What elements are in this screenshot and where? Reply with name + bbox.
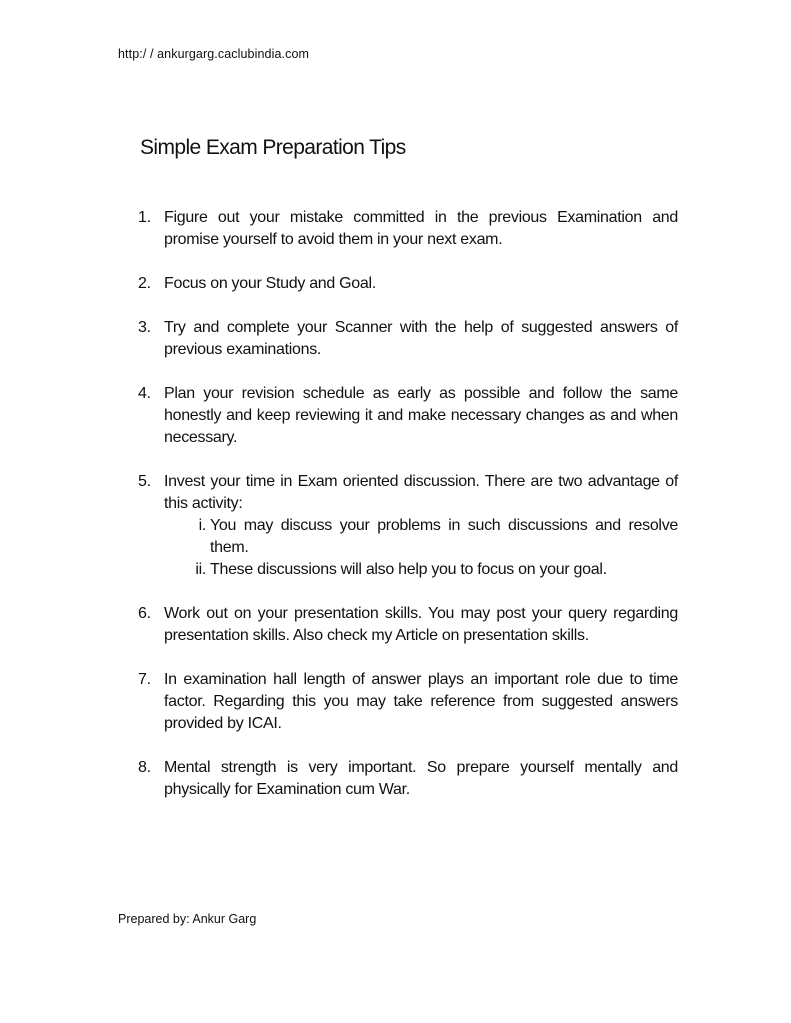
subitem-number: ii. [195, 561, 206, 578]
item-number: 8. [138, 759, 151, 776]
item-text: Figure out your mistake committed in the previous Examination and promise yourself to avoid them in your next exam. [164, 209, 678, 248]
list-item [138, 669, 678, 735]
item-text: Invest your time in Exam oriented discussion. There are two advantage of this activity: [164, 473, 678, 512]
subitem-number: i. [198, 517, 206, 534]
item-number: 5. [138, 473, 151, 490]
list-item [138, 603, 678, 647]
page-title: Simple Exam Preparation Tips [140, 136, 406, 159]
list-item [138, 383, 678, 449]
sub-list-item [164, 559, 678, 581]
item-number: 3. [138, 319, 151, 336]
item-text: Mental strength is very important. So prepare yourself mentally and physically for Examination cum War. [164, 759, 678, 798]
item-number: 6. [138, 605, 151, 622]
footer-prepared-by: Prepared by: Ankur Garg [118, 912, 257, 926]
list-item [138, 207, 678, 251]
list-item [138, 317, 678, 361]
item-text: In examination hall length of answer plays an important role due to time factor. Regarding this you may take reference from suggested answers provided by ICAI. [164, 671, 678, 732]
sub-list [164, 515, 678, 581]
tips-list [138, 207, 678, 823]
list-item [138, 471, 678, 581]
list-item [138, 273, 678, 295]
item-number: 7. [138, 671, 151, 688]
item-text: Focus on your Study and Goal. [164, 275, 376, 292]
item-number: 1. [138, 209, 151, 226]
header-url: http:/ / ankurgarg.caclubindia.com [118, 47, 310, 61]
sub-list-item [164, 515, 678, 559]
item-number: 4. [138, 385, 151, 402]
item-text: Work out on your presentation skills. You may post your query regarding presentation skills. Also check my Article on presentation skills. [164, 605, 678, 644]
item-text: Plan your revision schedule as early as possible and follow the same honestly and keep reviewing it and make necessary changes as and when necessary. [164, 385, 678, 446]
item-text: Try and complete your Scanner with the help of suggested answers of previous examinations. [164, 319, 678, 358]
item-number: 2. [138, 275, 151, 292]
list-item [138, 757, 678, 801]
subitem-text: You may discuss your problems in such discussions and resolve them. [210, 517, 678, 556]
subitem-text: These discussions will also help you to focus on your goal. [210, 561, 607, 578]
